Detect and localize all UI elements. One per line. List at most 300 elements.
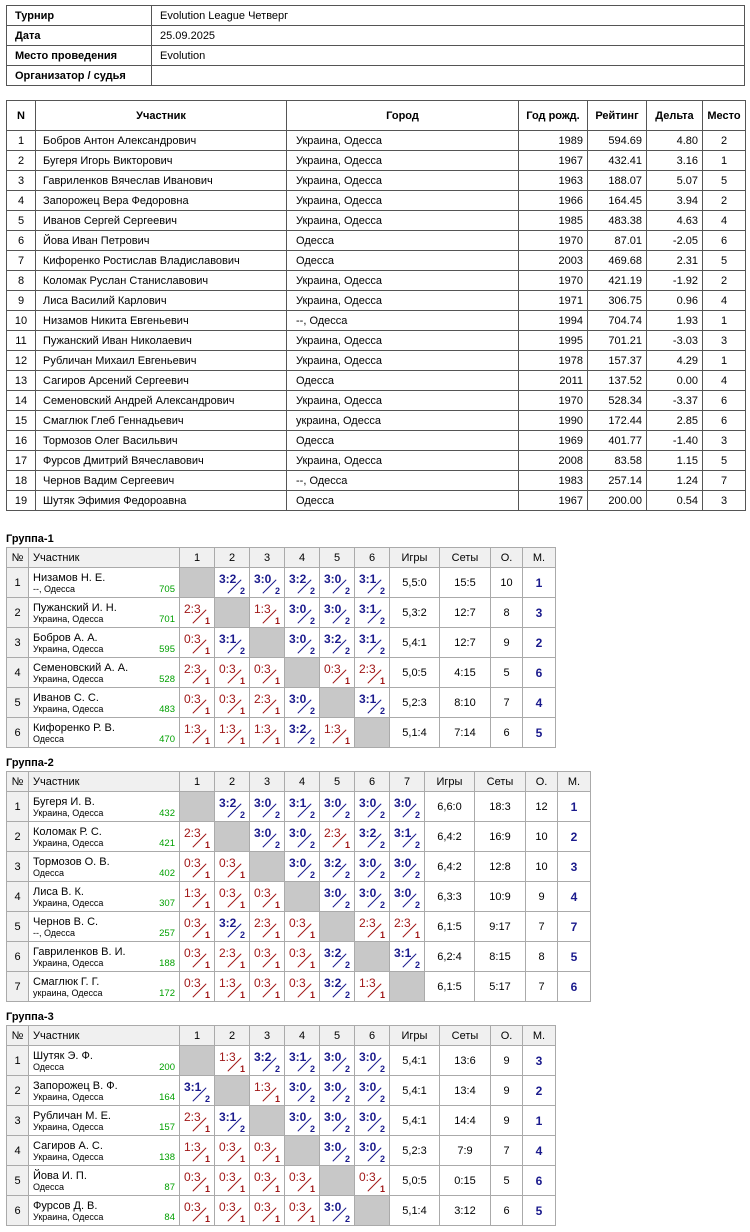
match-score: 1:3 [219, 976, 236, 990]
match-score: 3:0 [359, 1080, 377, 1094]
sets-cell: 7:9 [440, 1136, 491, 1166]
match-result-cell [355, 1136, 390, 1166]
place-cell: 5 [523, 718, 556, 748]
participant-cell: -3.03 [647, 331, 703, 351]
self-match-cell [215, 598, 250, 628]
player-rating: 257 [159, 928, 175, 939]
column-header: 4 [285, 548, 320, 568]
group-table [6, 1025, 556, 1226]
match-result [285, 718, 319, 747]
match-points: 1 [309, 930, 315, 940]
participant-row [7, 211, 746, 231]
player-rating: 84 [164, 1212, 175, 1223]
match-points: 2 [379, 810, 385, 820]
participant-cell: 2 [703, 271, 746, 291]
player-meta [33, 838, 175, 849]
match-result-cell [180, 912, 215, 942]
participant-cell: 594.69 [588, 131, 647, 151]
match-result-cell [390, 792, 425, 822]
group-player-row [7, 598, 556, 628]
points-cell: 9 [526, 882, 558, 912]
match-result [250, 972, 284, 1001]
group-header-row [7, 548, 556, 568]
match-points: 1 [274, 1094, 280, 1104]
match-points: 2 [309, 870, 315, 880]
column-header: Год рожд. [519, 101, 588, 131]
match-result [390, 942, 424, 971]
match-points: 1 [204, 930, 210, 940]
match-result [355, 912, 389, 941]
participant-cell: Украина, Одесса [287, 211, 519, 231]
games-cell: 5,2:3 [390, 688, 440, 718]
match-score: 2:3 [184, 1110, 201, 1124]
participant-row [7, 311, 746, 331]
participant-cell: 8 [7, 271, 36, 291]
match-points: 1 [309, 990, 315, 1000]
participant-cell: Сагиров Арсений Сергеевич [36, 371, 287, 391]
player-rating: 157 [159, 1122, 175, 1133]
participant-cell: 10 [7, 311, 36, 331]
player-name: Шутяк Э. Ф. [33, 1050, 93, 1062]
match-points: 2 [414, 810, 420, 820]
self-match-cell [285, 882, 320, 912]
match-result [355, 822, 389, 851]
match-result [250, 718, 284, 747]
player-rating: 421 [159, 838, 175, 849]
match-points: 1 [344, 676, 350, 686]
participant-row [7, 431, 746, 451]
participant-cell: 1963 [519, 171, 588, 191]
match-result [215, 1106, 249, 1135]
match-score: 2:3 [254, 916, 271, 930]
player-cell [29, 1196, 180, 1226]
info-value [152, 66, 745, 86]
column-header: Сеты [440, 1026, 491, 1046]
group-header-row [7, 1026, 556, 1046]
player-rating: 432 [159, 808, 175, 819]
player-name: Пужанский И. Н. [33, 602, 117, 614]
match-points: 2 [344, 900, 350, 910]
participant-cell: 17 [7, 451, 36, 471]
match-points: 2 [379, 900, 385, 910]
match-result-cell [180, 1136, 215, 1166]
match-result [250, 942, 284, 971]
match-points: 2 [379, 870, 385, 880]
group-player-row [7, 688, 556, 718]
group-player-row [7, 822, 591, 852]
place-cell: 6 [523, 1166, 556, 1196]
match-score: 0:3 [289, 976, 306, 990]
match-result-cell [250, 1136, 285, 1166]
match-result-cell [320, 852, 355, 882]
column-header: 2 [215, 772, 250, 792]
match-points: 2 [414, 840, 420, 850]
match-result-cell [250, 1166, 285, 1196]
info-value: Evolution League Четверг [152, 6, 745, 26]
match-result [250, 598, 284, 627]
match-points: 2 [379, 1154, 385, 1164]
match-result-cell [355, 598, 390, 628]
participant-cell: 401.77 [588, 431, 647, 451]
column-header: 6 [355, 548, 390, 568]
info-row [7, 46, 745, 66]
column-header: 5 [320, 772, 355, 792]
participant-cell: Украина, Одесса [287, 131, 519, 151]
participant-cell: 4.80 [647, 131, 703, 151]
match-result-cell [180, 882, 215, 912]
player-meta [33, 614, 175, 625]
player-name: Йова И. П. [33, 1170, 87, 1182]
participant-cell: 421.19 [588, 271, 647, 291]
match-score: 3:1 [394, 946, 412, 960]
match-result-cell [285, 822, 320, 852]
participant-cell: 3 [7, 171, 36, 191]
participant-cell: 18 [7, 471, 36, 491]
group-player-row [7, 1166, 556, 1196]
participant-cell: 15 [7, 411, 36, 431]
match-score: 0:3 [219, 886, 236, 900]
match-result [285, 1046, 319, 1075]
participant-cell: 2.31 [647, 251, 703, 271]
sets-cell: 14:4 [440, 1106, 491, 1136]
match-points: 2 [204, 1094, 210, 1104]
sets-cell: 13:6 [440, 1046, 491, 1076]
sets-cell: 3:12 [440, 1196, 491, 1226]
place-cell: 5 [523, 1196, 556, 1226]
match-result [285, 598, 319, 627]
match-points: 1 [274, 960, 280, 970]
match-result-cell [215, 852, 250, 882]
match-result-cell [355, 792, 390, 822]
column-header: 4 [285, 772, 320, 792]
match-score: 2:3 [254, 692, 271, 706]
seed-number: 6 [7, 942, 29, 972]
participant-cell: 306.75 [588, 291, 647, 311]
player-cell [29, 1046, 180, 1076]
player-rating: 595 [159, 644, 175, 655]
match-score: 3:0 [289, 692, 307, 706]
seed-number: 1 [7, 1046, 29, 1076]
match-score: 3:0 [394, 796, 412, 810]
participant-cell: 257.14 [588, 471, 647, 491]
info-label: Место проведения [7, 46, 152, 66]
match-result [215, 912, 249, 941]
match-score: 3:0 [359, 1050, 377, 1064]
participant-row [7, 391, 746, 411]
participant-cell: 1 [7, 131, 36, 151]
match-points: 1 [239, 1214, 245, 1224]
place-cell: 4 [558, 882, 591, 912]
seed-number: 4 [7, 1136, 29, 1166]
match-result-cell [355, 972, 390, 1002]
games-cell: 6,4:2 [425, 852, 475, 882]
match-points: 1 [274, 616, 280, 626]
participant-cell: 7 [703, 471, 746, 491]
participant-cell: Коломак Руслан Станиславович [36, 271, 287, 291]
games-cell: 5,1:4 [390, 1196, 440, 1226]
match-score: 3:1 [219, 1110, 237, 1124]
games-cell: 6,4:2 [425, 822, 475, 852]
match-result-cell [180, 852, 215, 882]
match-result [320, 568, 354, 597]
participant-cell: 1970 [519, 271, 588, 291]
match-points: 1 [274, 900, 280, 910]
match-score: 3:2 [219, 916, 237, 930]
group-player-row [7, 628, 556, 658]
match-points: 1 [204, 1124, 210, 1134]
player-meta [33, 674, 175, 685]
match-result-cell [285, 942, 320, 972]
match-result-cell [215, 568, 250, 598]
participant-cell: 5 [703, 171, 746, 191]
match-score: 1:3 [254, 722, 271, 736]
self-match-cell [320, 912, 355, 942]
participant-cell: 6 [703, 391, 746, 411]
match-points: 2 [239, 586, 245, 596]
match-points: 1 [274, 1154, 280, 1164]
player-cell [29, 658, 180, 688]
player-meta [33, 644, 175, 655]
player-name: Чернов В. С. [33, 916, 99, 928]
match-result-cell [285, 852, 320, 882]
games-cell: 6,1:5 [425, 912, 475, 942]
participant-cell: Семеновский Андрей Александрович [36, 391, 287, 411]
match-score: 3:2 [359, 826, 377, 840]
group-player-row [7, 1196, 556, 1226]
group-title: Группа-3 [6, 1011, 54, 1023]
participant-cell: 1995 [519, 331, 588, 351]
games-cell: 5,1:4 [390, 718, 440, 748]
match-score: 3:0 [289, 1110, 307, 1124]
match-score: 0:3 [184, 692, 201, 706]
participant-cell: 1970 [519, 391, 588, 411]
match-result [320, 972, 354, 1001]
match-result-cell [390, 852, 425, 882]
match-result-cell [320, 942, 355, 972]
group-header-row [7, 772, 591, 792]
match-result [180, 882, 214, 911]
match-result-cell [355, 658, 390, 688]
player-cell [29, 688, 180, 718]
participant-cell: 1.24 [647, 471, 703, 491]
player-rating: 200 [159, 1062, 175, 1073]
player-meta [33, 1092, 175, 1103]
match-score: 3:2 [289, 722, 307, 736]
games-cell: 5,3:2 [390, 598, 440, 628]
group-player-row [7, 718, 556, 748]
match-points: 2 [344, 960, 350, 970]
match-points: 2 [344, 990, 350, 1000]
player-meta [33, 988, 175, 999]
participant-row [7, 271, 746, 291]
match-points: 1 [204, 1214, 210, 1224]
match-score: 3:0 [324, 796, 342, 810]
match-score: 3:0 [254, 826, 272, 840]
match-result [285, 568, 319, 597]
match-score: 3:0 [324, 1110, 342, 1124]
match-result [355, 972, 389, 1001]
place-cell: 1 [523, 1106, 556, 1136]
player-meta [33, 898, 175, 909]
player-meta [33, 868, 175, 879]
group-title: Группа-1 [6, 533, 54, 545]
player-city: --, Одесса [33, 928, 76, 938]
place-cell: 7 [558, 912, 591, 942]
match-points: 2 [274, 840, 280, 850]
match-score: 3:1 [184, 1080, 202, 1094]
column-header: N [7, 101, 36, 131]
match-score: 3:2 [219, 572, 237, 586]
match-result [285, 912, 319, 941]
points-cell: 8 [526, 942, 558, 972]
match-points: 2 [344, 810, 350, 820]
match-score: 3:0 [324, 602, 342, 616]
participant-cell: 5 [703, 451, 746, 471]
match-score: 3:1 [289, 1050, 307, 1064]
match-result-cell [250, 792, 285, 822]
match-score: 3:0 [324, 1050, 342, 1064]
player-meta [33, 1062, 175, 1073]
match-result [215, 568, 249, 597]
participant-cell: Украина, Одесса [287, 351, 519, 371]
place-cell: 5 [558, 942, 591, 972]
seed-number: 7 [7, 972, 29, 1002]
match-result-cell [250, 568, 285, 598]
match-score: 1:3 [359, 976, 376, 990]
participant-cell: 2.85 [647, 411, 703, 431]
player-rating: 483 [159, 704, 175, 715]
match-score: 1:3 [254, 1080, 271, 1094]
column-header: Игры [390, 548, 440, 568]
column-header: М. [523, 1026, 556, 1046]
player-city: Украина, Одесса [33, 1212, 104, 1222]
participant-cell: 3 [703, 331, 746, 351]
sets-cell: 8:10 [440, 688, 491, 718]
match-result [215, 1166, 249, 1195]
match-result [180, 598, 214, 627]
match-score: 0:3 [254, 1140, 271, 1154]
match-result-cell [390, 822, 425, 852]
player-city: Украина, Одесса [33, 1152, 104, 1162]
match-score: 3:0 [324, 572, 342, 586]
participant-cell: 7 [7, 251, 36, 271]
points-cell: 9 [491, 1106, 523, 1136]
participant-row [7, 351, 746, 371]
participant-cell: 5.07 [647, 171, 703, 191]
match-score: 3:0 [359, 796, 377, 810]
participant-row [7, 371, 746, 391]
participant-row [7, 411, 746, 431]
match-result [355, 1166, 389, 1195]
match-result [180, 628, 214, 657]
participant-cell: -1.92 [647, 271, 703, 291]
participant-cell: 6 [703, 231, 746, 251]
participant-cell: 1967 [519, 151, 588, 171]
match-score: 3:0 [359, 1110, 377, 1124]
player-city: Украина, Одесса [33, 1092, 104, 1102]
self-match-cell [355, 942, 390, 972]
match-score: 1:3 [324, 722, 341, 736]
match-points: 2 [309, 1124, 315, 1134]
match-result-cell [215, 882, 250, 912]
column-header: Сеты [440, 548, 491, 568]
seed-number: 4 [7, 658, 29, 688]
sets-cell: 8:15 [475, 942, 526, 972]
group-player-row [7, 1106, 556, 1136]
column-header: Игры [425, 772, 475, 792]
group-player-row [7, 1076, 556, 1106]
match-result [215, 882, 249, 911]
column-header: 6 [355, 772, 390, 792]
match-points: 1 [239, 870, 245, 880]
participant-cell: 2 [703, 131, 746, 151]
sets-cell: 12:7 [440, 628, 491, 658]
points-cell: 12 [526, 792, 558, 822]
participant-cell: украина, Одесса [287, 411, 519, 431]
match-result [390, 882, 424, 911]
participant-cell: 1 [703, 311, 746, 331]
participant-cell: 137.52 [588, 371, 647, 391]
match-points: 2 [274, 810, 280, 820]
match-points: 1 [204, 870, 210, 880]
match-score: 0:3 [219, 1140, 236, 1154]
participant-cell: 188.07 [588, 171, 647, 191]
self-match-cell [215, 1076, 250, 1106]
match-points: 2 [344, 586, 350, 596]
participant-cell: Тормозов Олег Васильвич [36, 431, 287, 451]
player-rating: 528 [159, 674, 175, 685]
games-cell: 6,1:5 [425, 972, 475, 1002]
match-score: 1:3 [184, 1140, 201, 1154]
match-result-cell [355, 1046, 390, 1076]
match-result-cell [215, 1106, 250, 1136]
participant-cell: Фурсов Дмитрий Вячеславович [36, 451, 287, 471]
match-score: 2:3 [219, 946, 236, 960]
match-points: 2 [309, 706, 315, 716]
match-points: 1 [239, 706, 245, 716]
player-meta [33, 584, 175, 595]
points-cell: 10 [526, 822, 558, 852]
player-rating: 701 [159, 614, 175, 625]
participant-cell: Бобров Антон Александрович [36, 131, 287, 151]
participant-cell: Украина, Одесса [287, 331, 519, 351]
seed-number: 3 [7, 628, 29, 658]
match-result-cell [180, 658, 215, 688]
match-result-cell [180, 1196, 215, 1226]
player-meta [33, 958, 175, 969]
column-header: 2 [215, 1026, 250, 1046]
player-rating: 164 [159, 1092, 175, 1103]
sets-cell: 18:3 [475, 792, 526, 822]
participant-cell: 432.41 [588, 151, 647, 171]
self-match-cell [320, 688, 355, 718]
participant-cell: 157.37 [588, 351, 647, 371]
match-result [320, 942, 354, 971]
match-points: 1 [239, 1154, 245, 1164]
match-score: 0:3 [359, 1170, 376, 1184]
match-points: 1 [379, 990, 385, 1000]
participant-cell: Одесса [287, 251, 519, 271]
match-result-cell [250, 718, 285, 748]
participant-cell: Рубличан Михаил Евгеньевич [36, 351, 287, 371]
match-points: 2 [274, 1064, 280, 1074]
match-result [215, 718, 249, 747]
player-city: Украина, Одесса [33, 674, 104, 684]
match-score: 0:3 [289, 916, 306, 930]
match-result-cell [285, 1196, 320, 1226]
match-result [250, 568, 284, 597]
match-score: 1:3 [254, 602, 271, 616]
